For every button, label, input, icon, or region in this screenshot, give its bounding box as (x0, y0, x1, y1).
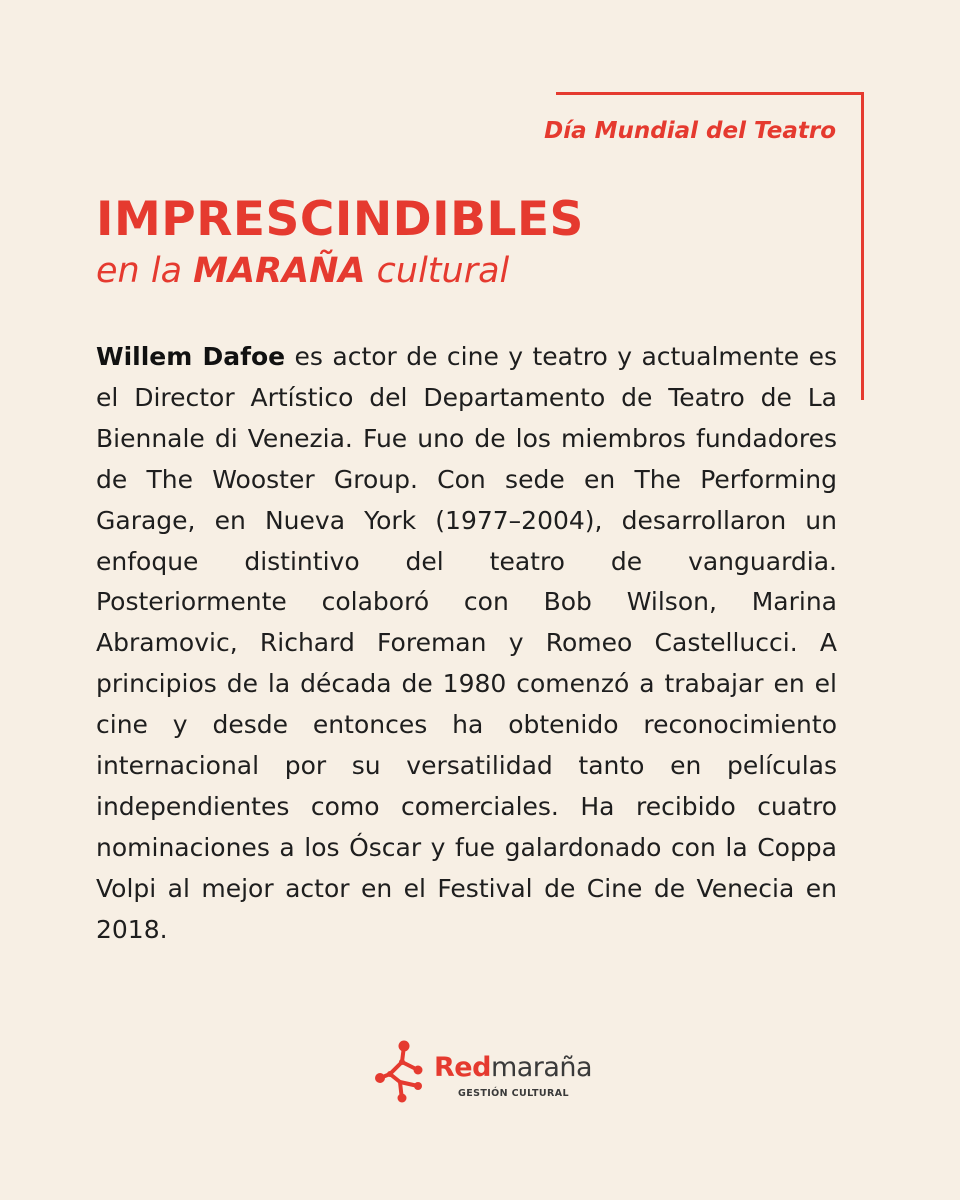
subtitle-part-2: cultural (376, 251, 510, 291)
brand-logo (374, 1040, 594, 1104)
article-person-name: Willem Dafoe (96, 342, 286, 371)
network-node-icon (374, 1040, 430, 1104)
subtitle-part-1: en la (96, 251, 183, 291)
brand-tagline: GESTIÓN CULTURAL (458, 1088, 569, 1099)
frame-line-top (556, 92, 864, 95)
article-body-text: es actor de cine y teatro y actualmente es el Director Artístico del Departamento de Teatro de La Biennale di Venezia. Fue uno de los miembros fundadores de The Wooster Group. Con sede en The Performing Garage, en Nueva York (1977–2004), desarrollaron un enfoque distintivo del teatro de vanguardia. Posteriormente colaboró con Bob Wilson, Marina Abramovic, Richard Foreman y Romeo Castellucci. A principios de la década de 1980 comenzó a trabajar en el cine y desde entonces ha obtenido reconocimiento internacional por su versatilidad tanto en películas independientes como comerciales. Ha recibido cuatro nominaciones a los Óscar y fue galardonado con la Coppa Volpi al mejor actor en el Festival de Cine de Venecia en 2018. (96, 342, 838, 944)
frame-line-right (861, 92, 864, 400)
page-title: IMPRESCINDIBLES (96, 192, 584, 247)
page-subtitle (96, 251, 510, 291)
article-paragraph (96, 337, 837, 951)
brand-wordmark (434, 1054, 592, 1081)
brand-word-dark: maraña (490, 1052, 593, 1083)
brand-word-red: Red (434, 1052, 491, 1083)
subtitle-emphasis: MARAÑA (193, 251, 366, 291)
kicker-heading: Día Mundial del Teatro (544, 118, 836, 144)
